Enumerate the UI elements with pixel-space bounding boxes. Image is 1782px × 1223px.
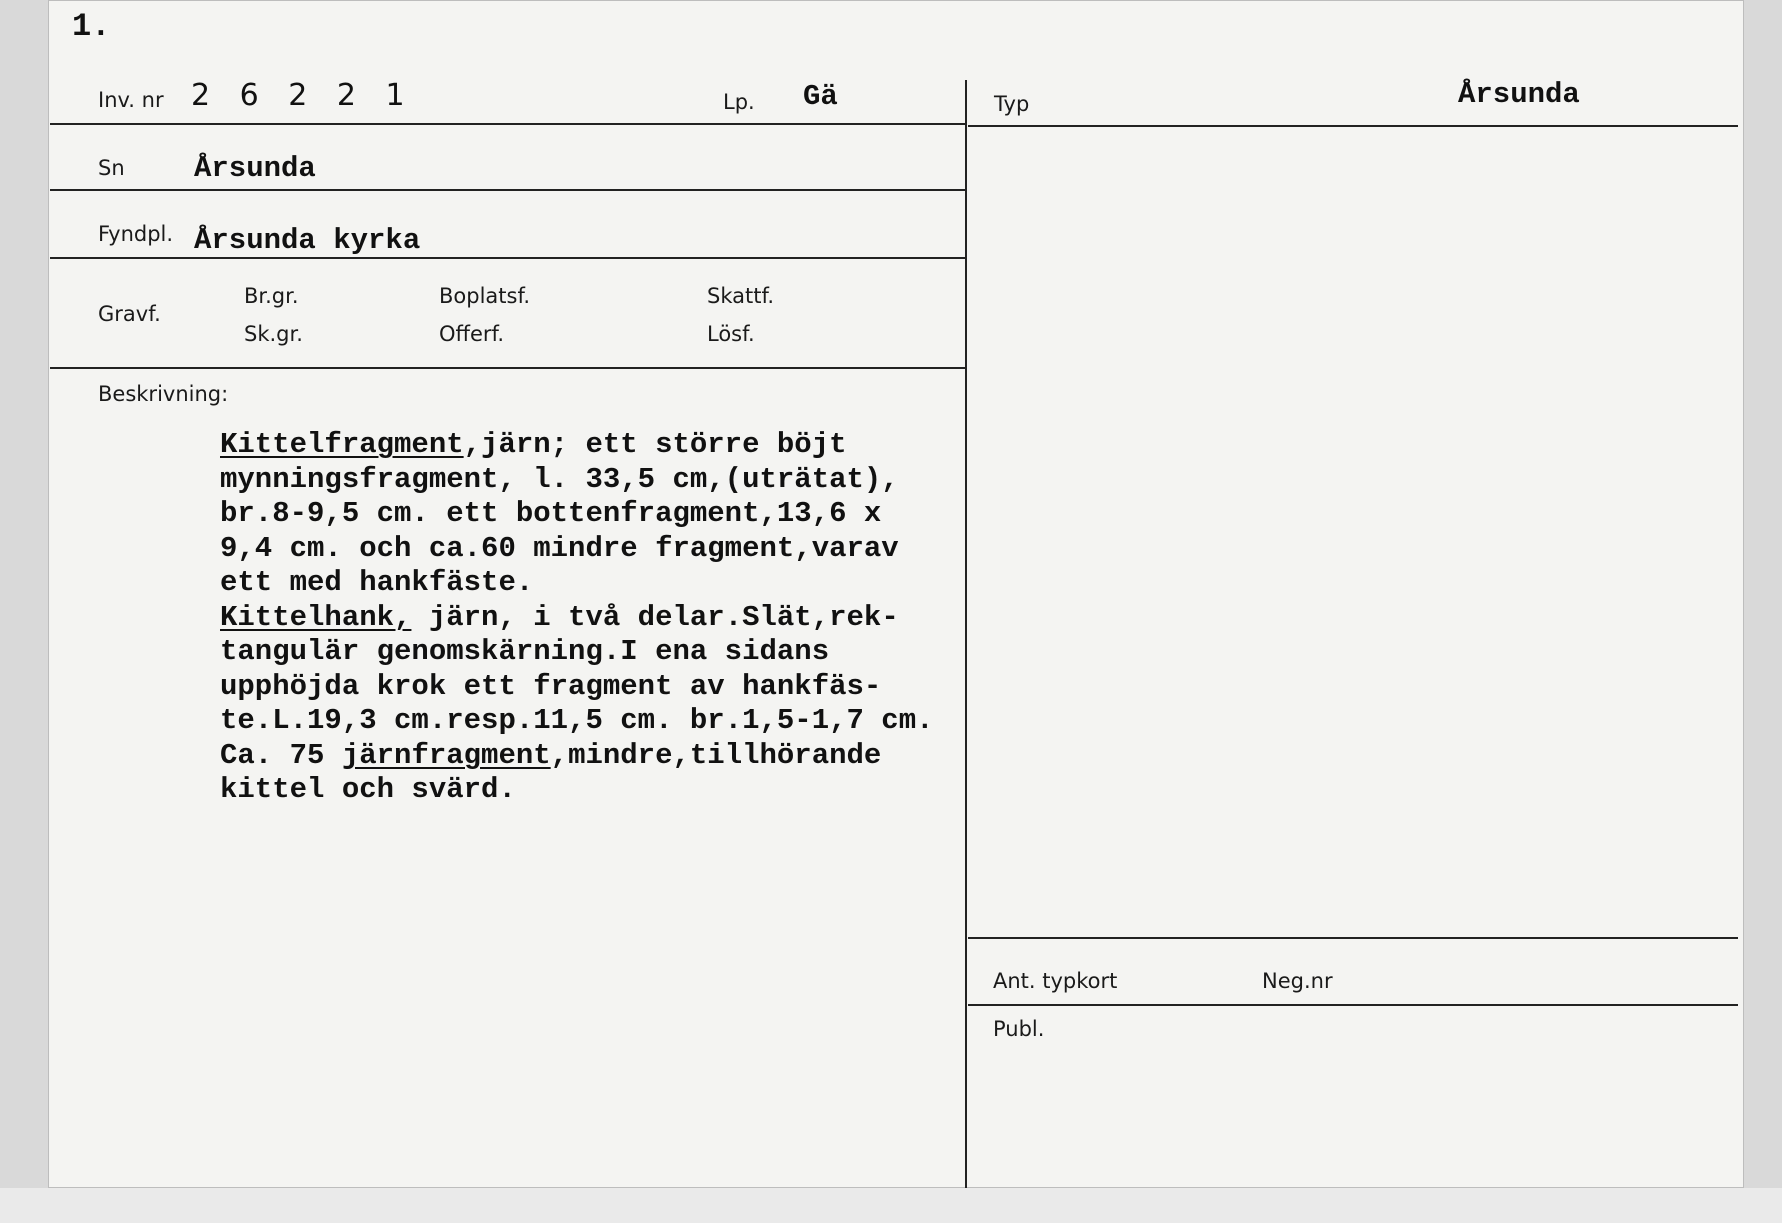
description-line [220,566,1120,601]
description-line [220,497,1120,532]
description-line [220,463,1120,498]
ant-typkort-label: Ant. typkort [993,969,1118,993]
rule-ant-typkort-bottom [968,1004,1738,1006]
description-text: ett med hankfäste. [220,566,534,599]
description-text: tangulär genomskärning.I ena sidans [220,635,830,668]
rule-inv [50,123,965,125]
description-text: br.8-9,5 cm. ett bottenfragment,13,6 x [220,497,882,530]
sn-label: Sn [98,156,125,180]
offerf-label: Offerf. [439,322,505,346]
column-divider [965,80,967,1188]
fyndpl-label: Fyndpl. [98,222,174,246]
catalog-card [48,0,1744,1188]
rule-typ [968,125,1738,127]
description-line [220,773,1120,808]
card-number: 1. [72,8,111,45]
description-text: te.L.19,3 cm.resp.11,5 cm. br.1,5-1,7 cm. [220,704,934,737]
description-line [220,532,1120,567]
skattf-label: Skattf. [707,284,774,308]
description-underlined-term: Kittelhank, [220,600,412,634]
description-text: ,mindre,tillhörande [550,738,882,772]
description-text: kittel och svärd. [220,773,516,806]
lp-label: Lp. [723,90,755,114]
sk-gr-label: Sk.gr. [244,322,303,346]
scan-bottom-margin [0,1188,1782,1223]
fyndpl-value: Årsunda kyrka [194,224,421,257]
boplatsf-label: Boplatsf. [439,284,531,308]
description-line [220,428,1120,463]
beskrivning-label: Beskrivning: [98,382,229,406]
lp-value: Gä [803,80,838,113]
description-text: 9,4 cm. och ca.60 mindre fragment,varav [220,531,899,565]
description-text: järn, i två delar.Slät,rek- [411,600,899,634]
neg-nr-label: Neg.nr [1262,969,1333,993]
typ-value: Årsunda [1458,78,1580,111]
rule-ant-typkort-top [968,937,1738,939]
rule-fyndpl [50,257,965,259]
description-underlined-term: järnfragment [341,738,551,772]
description-text: Ca. 75 [220,738,342,772]
description-text: ,järn; ett större böjt [463,428,847,461]
inv-nr-value: 2 6 2 2 1 [191,78,415,113]
losf-label: Lösf. [707,322,755,346]
description-line [220,739,1120,774]
description-line [220,704,1120,739]
rule-sn [50,189,965,191]
publ-label: Publ. [993,1017,1045,1041]
gravf-label: Gravf. [98,302,161,326]
inv-nr-label: Inv. nr [98,88,164,112]
description-underlined-term: Kittelfragment [220,428,464,461]
br-gr-label: Br.gr. [244,284,299,308]
beskrivning-text [220,428,1120,808]
description-text: upphöjda krok ett fragment av hankfäs- [220,669,882,703]
sn-value: Årsunda [194,152,316,185]
rule-gravf [50,367,965,369]
description-line [220,635,1120,670]
description-text: mynningsfragment, l. 33,5 cm,(uträtat), [220,462,899,496]
typ-label: Typ [994,92,1030,116]
description-line [220,601,1120,636]
description-line [220,670,1120,705]
